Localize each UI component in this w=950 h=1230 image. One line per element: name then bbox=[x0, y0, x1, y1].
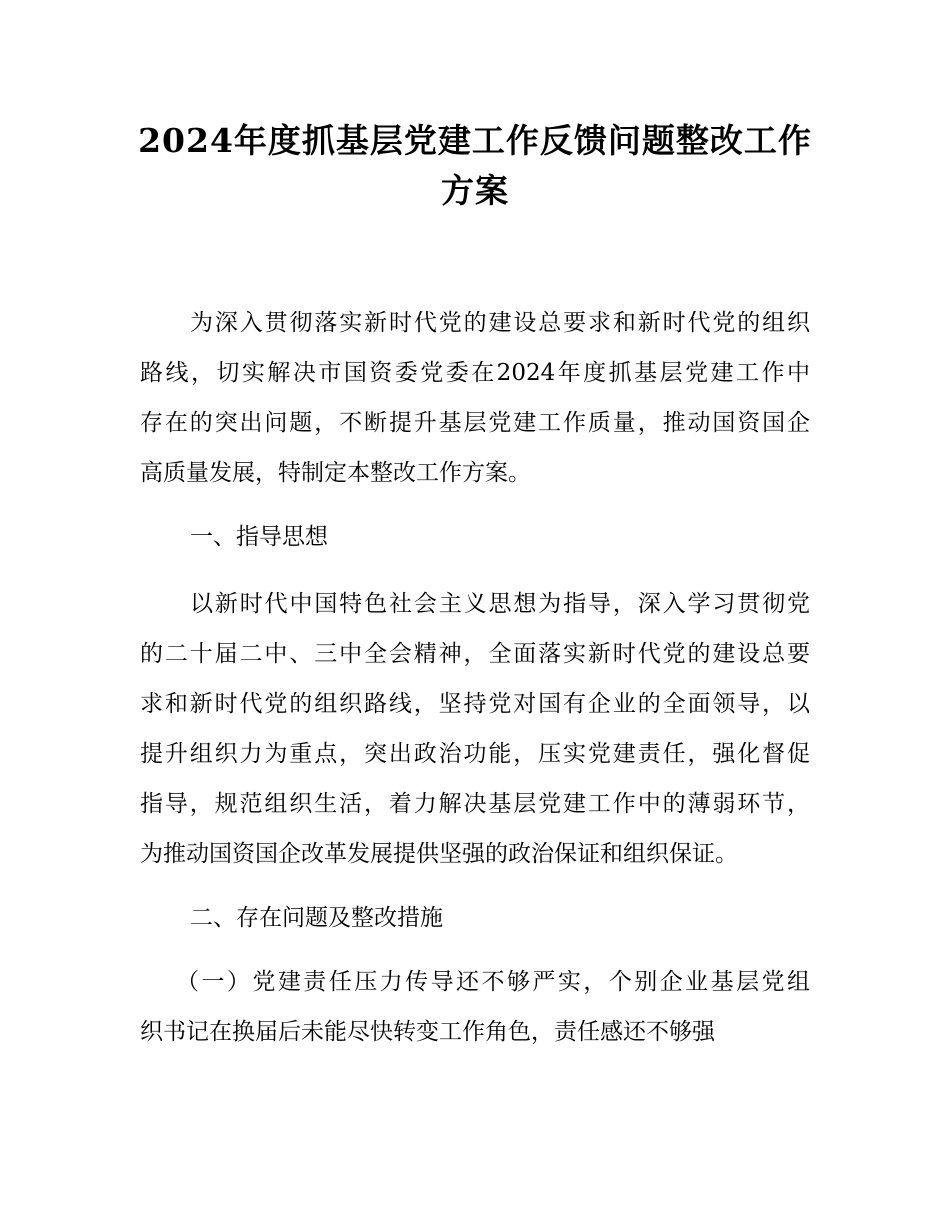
intro-line-4: 高质量发展，特制定本整改工作方案。 bbox=[140, 460, 531, 486]
section-1-line-1: 以新时代中国特色社会主义思想为指导，深入学习贯彻党 bbox=[190, 591, 810, 617]
intro-line-1: 为深入贯彻落实新时代党的建设总要求和新时代党的组织 bbox=[190, 310, 810, 336]
intro-line-2: 路线，切实解决市国资委党委在2024年度抓基层党建工作中 bbox=[140, 360, 810, 386]
intro-line-3: 存在的突出问题，不断提升基层党建工作质量，推动国资国企 bbox=[140, 410, 810, 436]
section-1-line-4: 提升组织力为重点，突出政治功能，压实党建责任，强化督促 bbox=[140, 741, 810, 767]
document-title-line-1: 2024年度抓基层党建工作反馈问题整改工作 bbox=[138, 121, 812, 160]
section-2-heading: 二、存在问题及整改措施 bbox=[190, 905, 443, 931]
subsection-1-line-1: （一）党建责任压力传导还不够严实，个别企业基层党组 bbox=[176, 969, 810, 995]
subsection-1-line-2: 织书记在换届后未能尽快转变工作角色，责任感还不够强 bbox=[140, 1019, 715, 1045]
section-1-line-2: 的二十届二中、三中全会精神，全面落实新时代党的建设总要 bbox=[140, 641, 810, 667]
section-1-line-6: 为推动国资国企改革发展提供坚强的政治保证和组织保证。 bbox=[140, 841, 738, 867]
section-1-line-5: 指导，规范组织生活，着力解决基层党建工作中的薄弱环节， bbox=[140, 791, 810, 817]
section-1-heading: 一、指导思想 bbox=[190, 524, 328, 550]
document-title-line-2: 方案 bbox=[441, 171, 509, 210]
section-1-line-3: 求和新时代党的组织路线，坚持党对国有企业的全面领导，以 bbox=[140, 691, 810, 717]
